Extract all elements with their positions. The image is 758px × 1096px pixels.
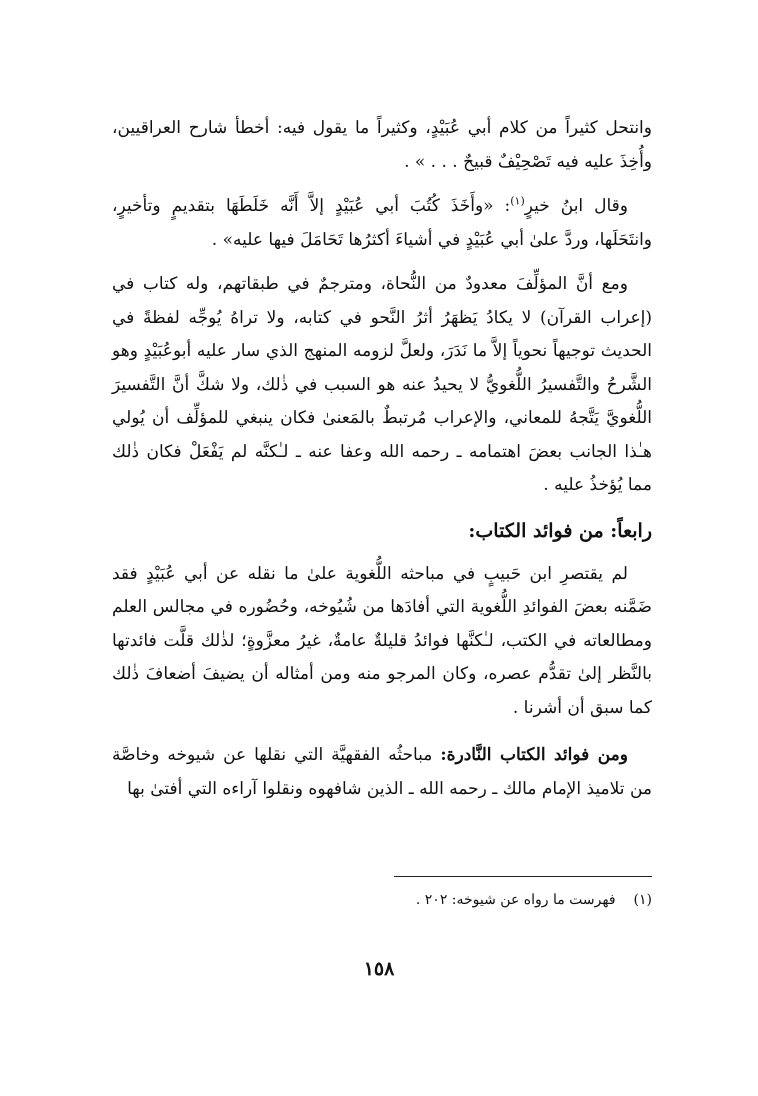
paragraph-1: وانتحل كثيراً من كلام أبي عُبَيْدٍ، وكثيراً ما يقول فيه: أخطأ شارح العراقيين، وأُخِذَ عليه فيه تَصْحِيْفٌ قبيحٌ . . . » .: [112, 118, 652, 172]
paragraph-4: لم يقتصرِ ابن حَبيبٍ في مباحثه اللُّغوية علىٰ ما نقله عن أبي عُبَيْدٍ فقد ضَمَّنه بعضَ الفوائدِ اللُّغوية التي أفادَها من شُيُوخه، وحُضُوره في مجالس العلم ومطالعاته في الكتب، لـٰكنَّها فوائدُ قليلةٌ عامةٌ، غيرُ معزَّوةٍ؛ لذٰلك قلَّت فائدتها بالنَّظر إلىٰ تقدُّم عصره، وكان المرجو منه ومن أمثاله أن يضيفَ أضعافَ ذٰلك كما سبق أن أشرنا .: [112, 563, 652, 718]
page-number: ١٥٨: [363, 958, 395, 980]
footnote-marker: (١): [510, 194, 525, 208]
paragraph-2-rest: : «وأَخَذَ كُتُبَ أبي عُبَيْدٍ إلاَّ أَنَّه خَلَطَهَا بتقديمٍ وتأخيرٍ، وانتَحَلَها، وردَّ علىٰ أبي عُبَيْدٍ في أشياءَ أكثرُها تَحَامَلَ فيها عليه» .: [112, 196, 652, 250]
footnote-number: (١): [633, 892, 652, 908]
footnote-divider: [394, 876, 652, 877]
footnote-text: فهرست ما رواه عن شيوخه: ٢٠٢ .: [415, 892, 616, 908]
section-heading: رابعاً: من فوائد الكتاب:: [468, 519, 652, 542]
paragraph-2: [112, 190, 652, 257]
page-body: [112, 112, 652, 806]
paragraph-5: [112, 739, 652, 806]
footnote: [112, 888, 652, 912]
paragraph-5-lead: ومن فوائد الكتاب النَّادرة:: [440, 745, 628, 765]
paragraph-3: ومع أنَّ المؤلِّفَ معدودٌ من النُّحاة، ومترجمٌ في طبقاتهم، وله كتاب في (إعراب القرآن) لا يكادُ يَظهَرُ أثرُ النَّحو في كتابه، ولا تراهُ يُوجِّه لفظةً في الحديث توجيهاً نحوياً إلاَّ ما نَدَرَ، ولعلَّ لزومه المنهج الذي سار عليه أبوعُبَيْدٍ وهو الشَّرحُ والتَّفسيرُ اللُّغويُّ لا يحيدُ عنه هو السبب في ذٰلك، ولا شكَّ أنَّ التَّفسيرَ اللُّغويَّ يَتَّجهُ للمعاني، والإعراب مُرتبطٌ بالمَعنىٰ فكان ينبغي للمؤلِّف أن يُولي هـٰذا الجانب بعضَ اهتمامه ـ رحمه الله وعفا عنه ـ لـٰكنَّه لم يَفْعَلْ فكان ذٰلك مما يُؤخذُ عليه .: [112, 274, 652, 495]
paragraph-2-start: وقال ابنُ خيرٍ: [524, 196, 628, 216]
paragraph-5-text: مباحثُه الفقهيَّة التي نقلها عن شيوخه وخاصَّة من تلاميذ الإمام مالك ـ رحمه الله ـ الذين شافهوه ونقلوا آراءه التي أفتىٰ بها: [112, 745, 652, 799]
